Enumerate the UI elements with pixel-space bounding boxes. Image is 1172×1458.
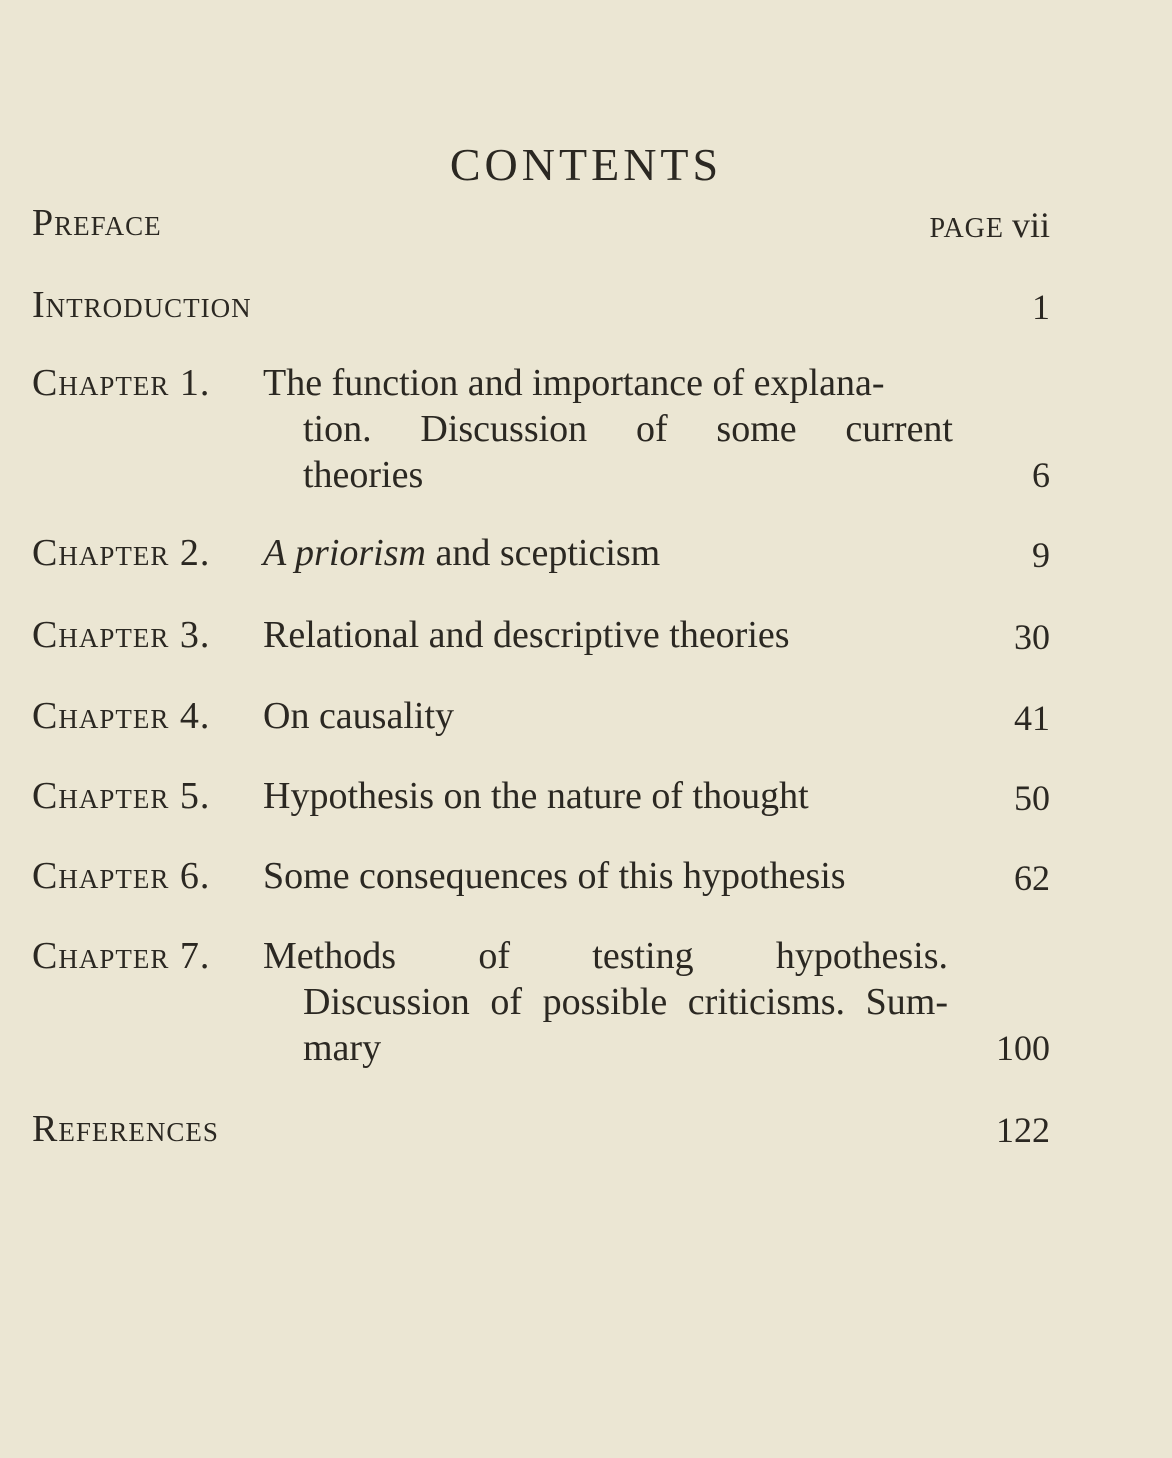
toc-page-preface: [929, 202, 1050, 252]
title-line: Hypothesis on the nature of thought: [263, 775, 809, 817]
page-number: vii: [1011, 205, 1050, 245]
title-line: Relational and descriptive theories: [263, 614, 790, 656]
toc-title-chapter-1: [263, 360, 958, 498]
toc-page-chapter-1: 6: [1032, 455, 1050, 495]
toc-label-chapter-5: Chapter 5.: [32, 775, 211, 817]
toc-page-chapter-4: 41: [1014, 698, 1050, 738]
toc-title-chapter-7: [263, 933, 958, 1071]
toc-title-chapter-6: [263, 853, 958, 899]
toc-page-chapter-2: 9: [1032, 535, 1050, 575]
title-line: The function and importance of explana-: [263, 362, 885, 404]
toc-page-introduction: 1: [1032, 287, 1050, 327]
toc-title-chapter-5: [263, 773, 958, 819]
title-italic: A priorism: [263, 532, 426, 574]
toc-label-chapter-6: Chapter 6.: [32, 855, 211, 897]
title-line: Methods of testing hypothesis.: [263, 935, 948, 977]
title-line: theories: [303, 454, 424, 496]
toc-page-chapter-7: 100: [996, 1028, 1050, 1068]
page-title: CONTENTS: [449, 139, 723, 190]
toc-label-chapter-3: Chapter 3.: [32, 614, 211, 656]
toc-label-introduction: Introduction: [32, 284, 252, 326]
toc-page-references: 122: [996, 1110, 1050, 1150]
toc-page-chapter-6: 62: [1014, 858, 1050, 898]
toc-label-chapter-2: Chapter 2.: [32, 532, 211, 574]
page-word: PAGE: [929, 213, 1004, 244]
toc-label-references: References: [32, 1108, 219, 1150]
title-line: and scepticism: [435, 532, 661, 574]
title-line: Some consequences of this hypothesis: [263, 855, 846, 897]
toc-page-chapter-3: 30: [1014, 617, 1050, 657]
toc-label-chapter-1: Chapter 1.: [32, 362, 211, 404]
toc-label-chapter-7: Chapter 7.: [32, 935, 211, 977]
title-line: tion. Discussion of some current: [303, 408, 953, 450]
toc-label-chapter-4: Chapter 4.: [32, 695, 211, 737]
toc-title-chapter-3: [263, 612, 958, 658]
title-line: mary: [303, 1027, 382, 1069]
title-line: On causality: [263, 695, 455, 737]
toc-page-chapter-5: 50: [1014, 778, 1050, 818]
toc-title-chapter-2: [263, 530, 958, 576]
toc-label-preface: Preface: [32, 202, 162, 244]
toc-title-chapter-4: [263, 693, 958, 739]
title-line: Discussion of possible criticisms. Sum-: [303, 981, 948, 1023]
